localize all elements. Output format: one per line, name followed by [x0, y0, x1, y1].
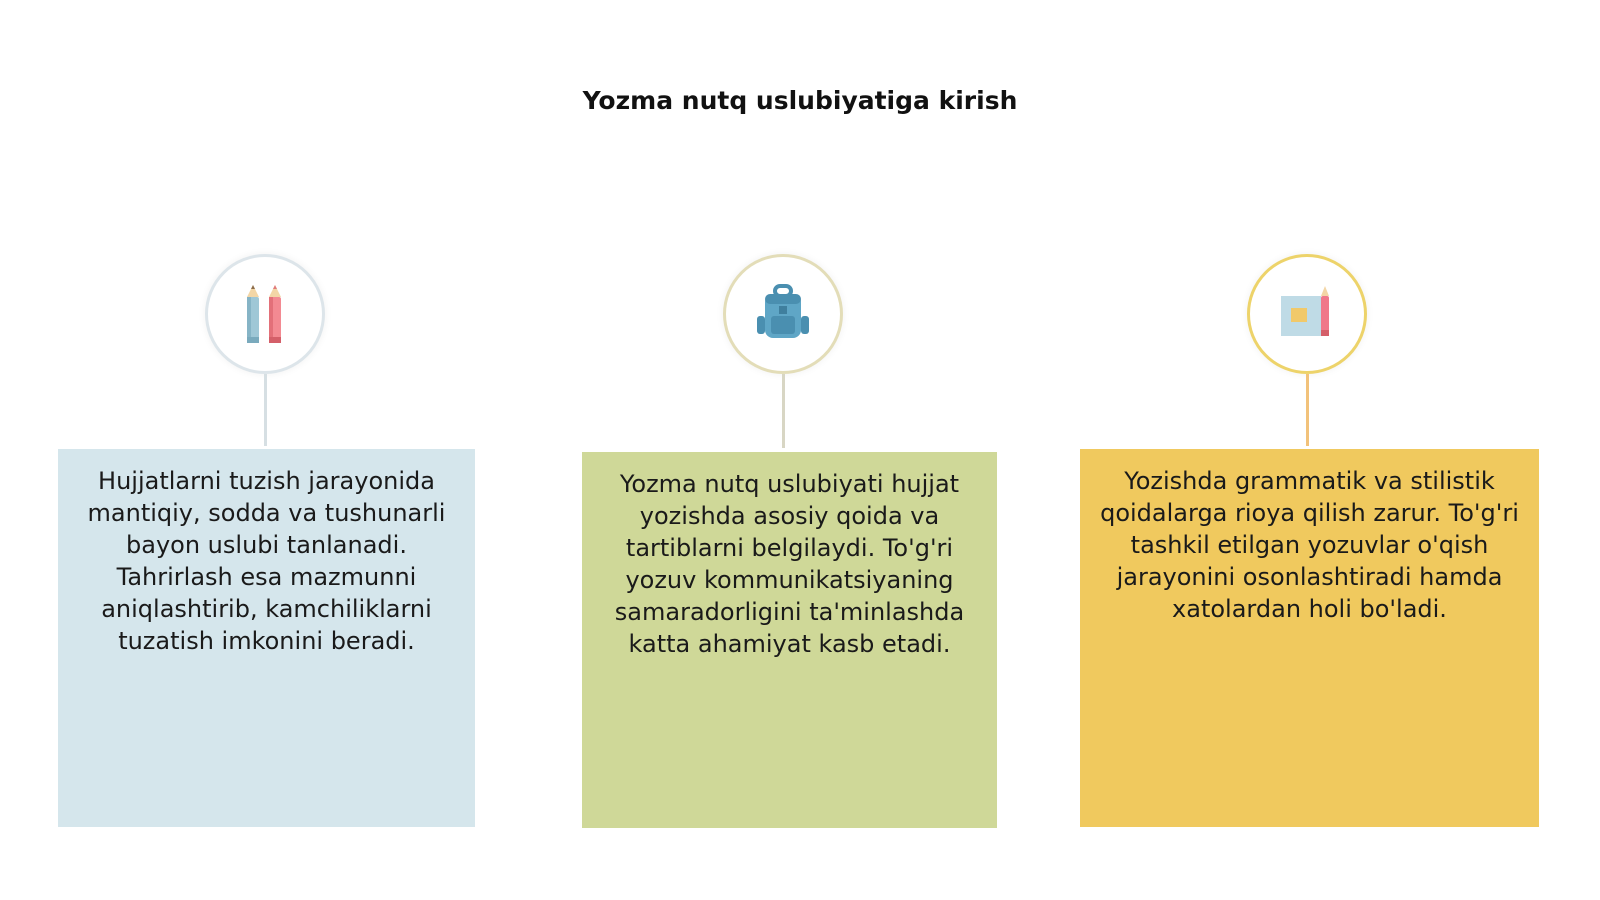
pencils-icon: [235, 279, 295, 349]
card-3-text: Yozishda grammatik va stilistik qoidalarga rioya qilish zarur. To'g'ri tashkil etilgan yozuvlar o'qish jarayonini osonlashtiradi hamda xatolardan holi bo'ladi.: [1100, 467, 1519, 623]
info-card-2: [582, 452, 997, 828]
connector-3: [1306, 374, 1309, 446]
info-card-3: [1080, 449, 1539, 827]
icon-circle-2: [723, 254, 843, 374]
connector-2: [782, 374, 785, 448]
paper-and-pencil-icon: [1275, 282, 1339, 346]
backpack-icon: [751, 282, 815, 346]
card-1-text: Hujjatlarni tuzish jarayonida mantiqiy, sodda va tushunarli bayon uslubi tanlanadi. Tahrirlash esa mazmunni aniqlashtirib, kamchiliklarni tuzatish imkonini beradi.: [87, 467, 446, 655]
info-card-1: [58, 449, 475, 827]
icon-circle-1: [205, 254, 325, 374]
card-2-text: Yozma nutq uslubiyati hujjat yozishda asosiy qoida va tartiblarni belgilaydi. To'g'ri yozuv kommunikatsiyaning samaradorligini ta'minlashda katta ahamiyat kasb etadi.: [614, 470, 965, 658]
icon-circle-3: [1247, 254, 1367, 374]
connector-1: [264, 374, 267, 446]
slide-title: Yozma nutq uslubiyatiga kirish: [582, 86, 1018, 115]
